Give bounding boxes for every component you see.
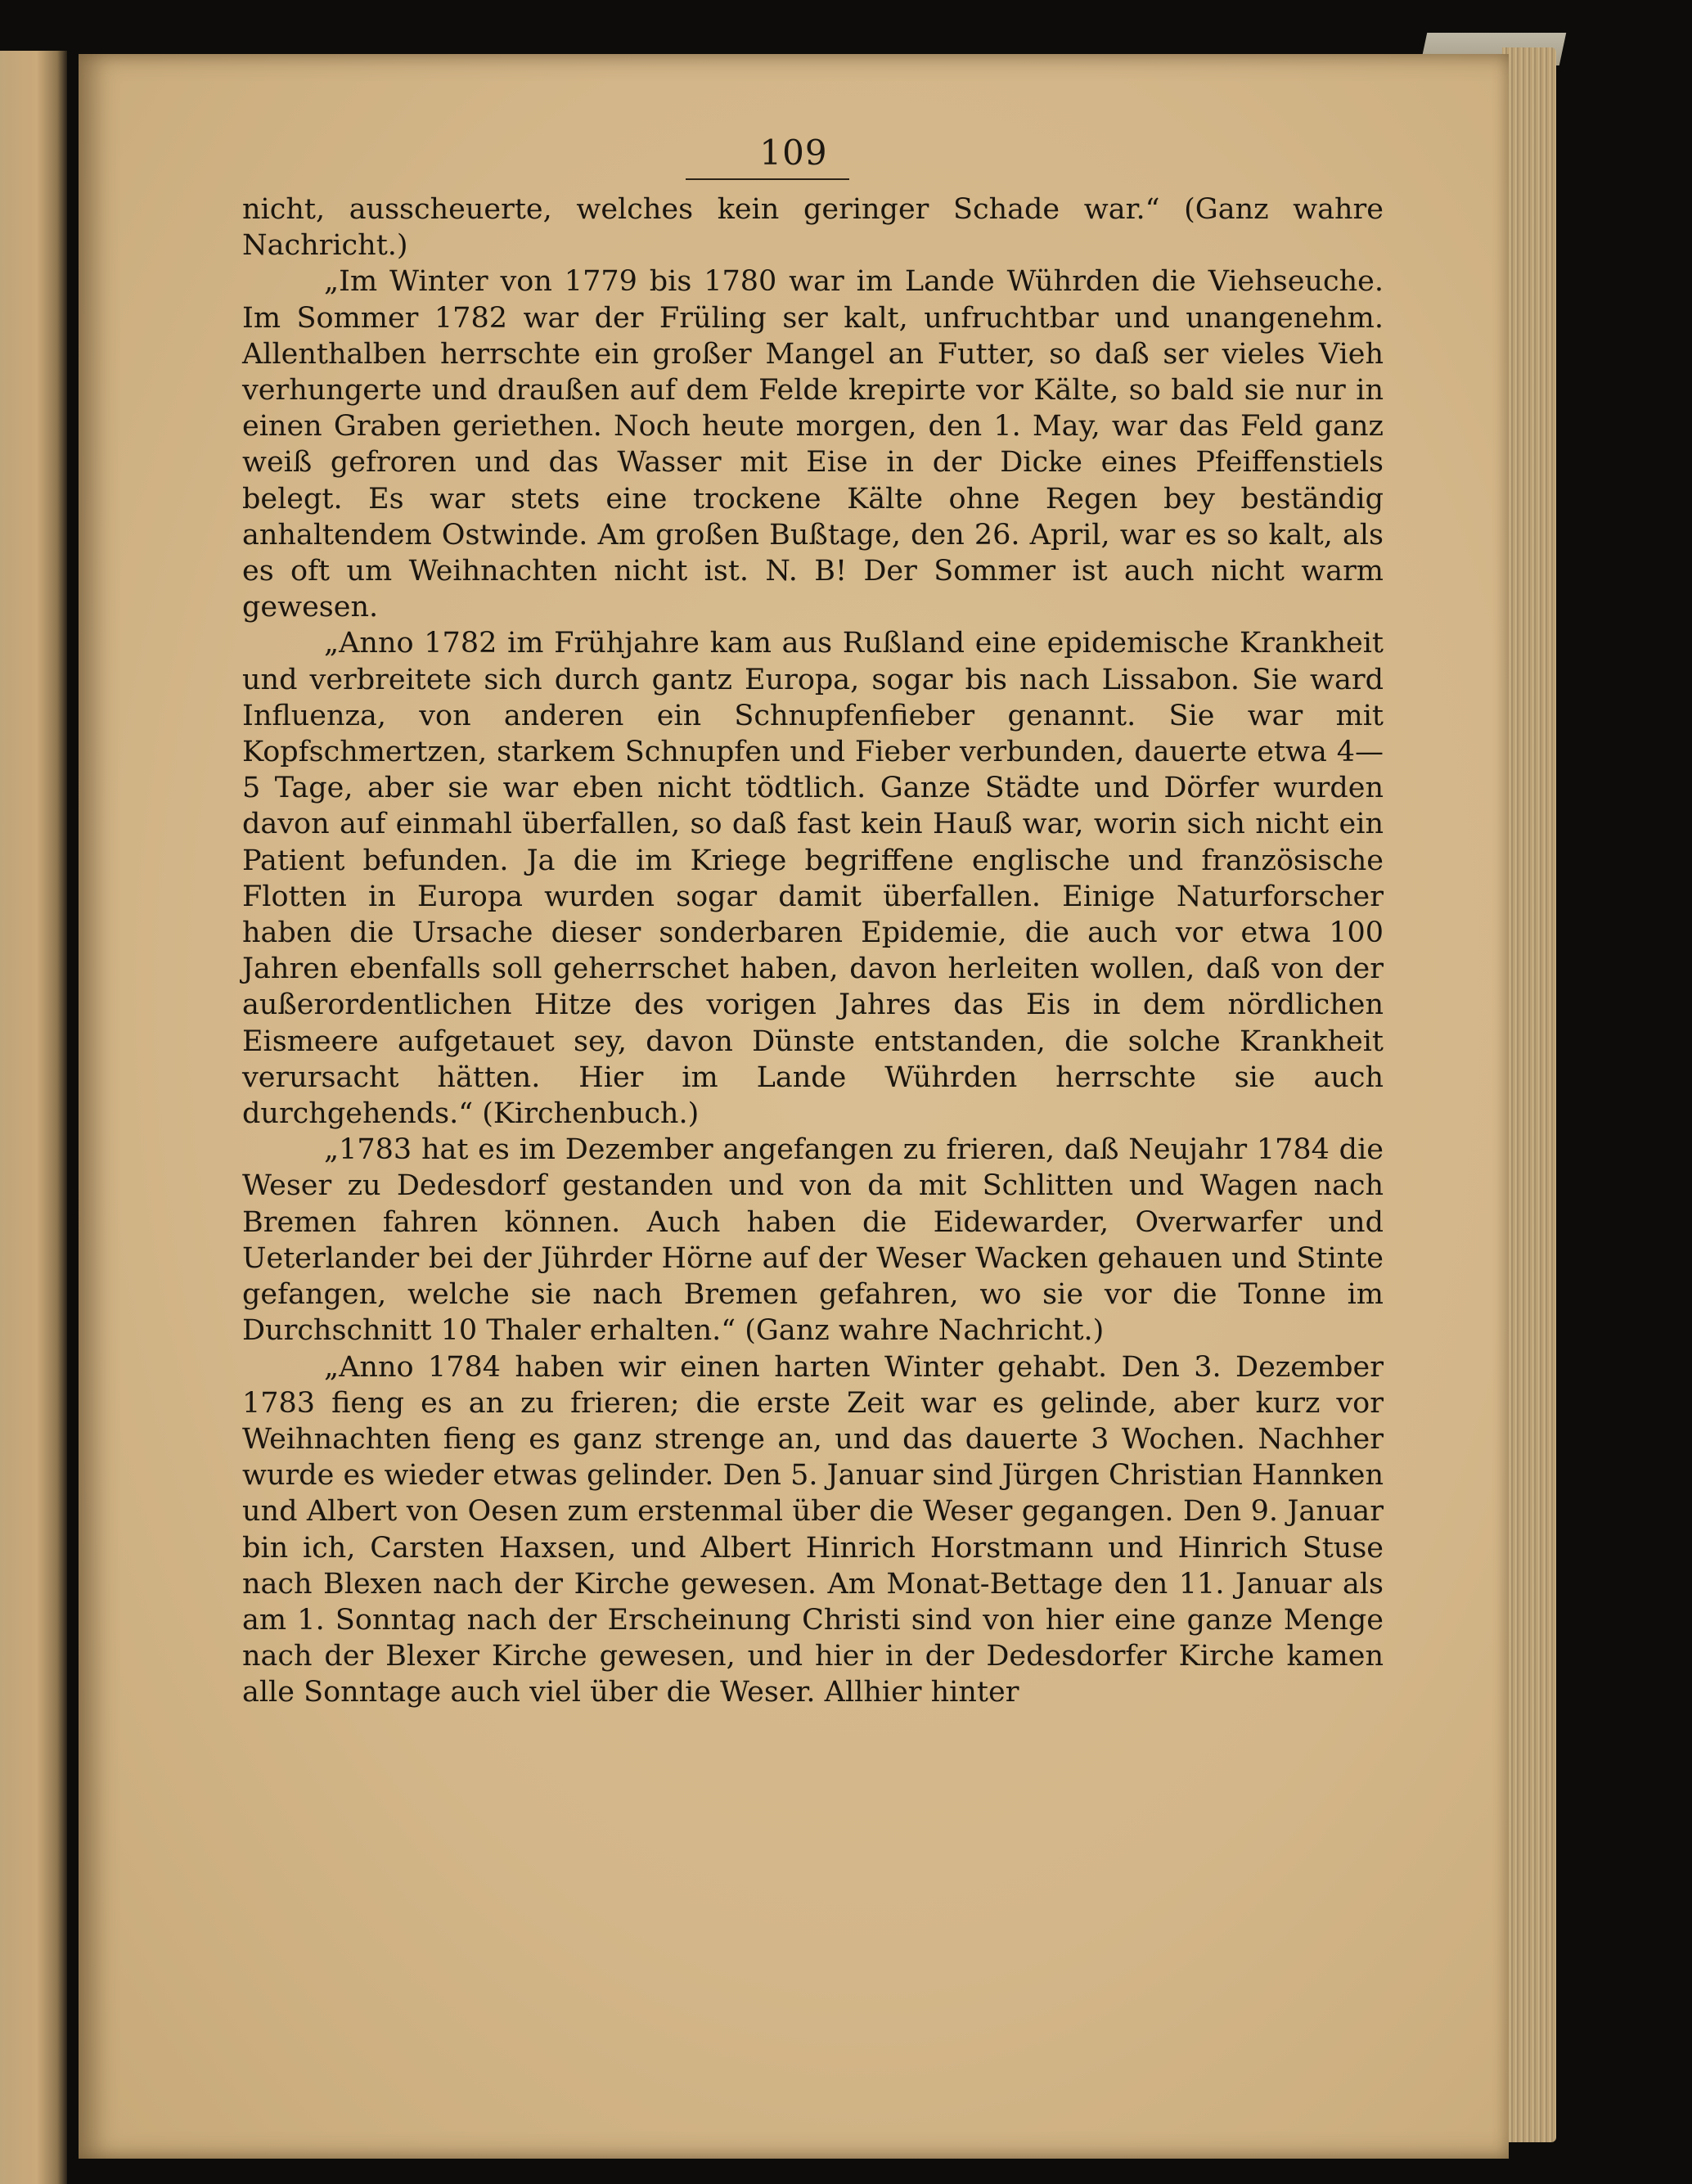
paragraph: „Anno 1784 haben wir einen harten Winter gehabt. Den 3. Dezember 1783 fieng es an zu frieren; die erste Zeit war es gelinde, aber kurz vor Weihnachten fieng es ganz strenge an, und das dauerte 3 Wochen. Nachher wurde es wieder etwas gelinder. Den 5. Januar sind Jürgen Christian Hannken und Albert von Oesen zum erstenmal über die Weser gegangen. Den 9. Januar bin ich, Carsten Haxsen, und Albert Hinrich Horstmann und Hinrich Stuse nach Blexen nach der Kirche gewesen. Am Monat-Bettage den 11. Januar als am 1. Sonntag nach der Erscheinung Christi sind von hier eine ganze Menge nach der Blexer Kirche gewesen, und hier in der Dedesdorfer Kirche kamen alle Sonntage auch viel über die Weser. Allhier hinter <box>242 1350 1384 1709</box>
book-page <box>79 54 1509 2159</box>
paragraph: nicht, ausscheuerte, welches kein geringer Schade war.“ (Ganz wahre Nachricht.) <box>242 193 1384 263</box>
paragraph: „1783 hat es im Dezember angefangen zu frieren, daß Neujahr 1784 die Weser zu Dedesdorf gestanden und von da mit Schlitten und Wagen nach Bremen fahren können. Auch haben die Eidewarder, Overwarfer und Ueterlander bei der Jührder Hörne auf der Weser Wacken gehauen und Stinte gefangen, welche sie nach Bremen gefahren, wo sie vor die Tonne im Durchschnitt 10 Thaler erhalten.“ (Ganz wahre Nachricht.) <box>242 1133 1384 1348</box>
body-text <box>242 191 1384 1711</box>
paragraph: „Im Winter von 1779 bis 1780 war im Lande Wührden die Viehseuche. Im Sommer 1782 war der Früling ser kalt, unfruchtbar und unangenehm. Allenthalben herrschte ein großer Mangel an Futter, so daß ser vieles Vieh verhungerte und draußen auf dem Felde krepirte vor Kälte, so bald sie nur in einen Graben geriethen. Noch heute morgen, den 1. May, war das Feld ganz weiß gefroren und das Wasser mit Eise in der Dicke eines Pfeiffenstiels belegt. Es war stets eine trockene Kälte ohne Regen bey beständig anhaltendem Ostwinde. Am großen Bußtage, den 26. April, war es so kalt, als es oft um Weihnachten nicht ist. N. B! Der Sommer ist auch nicht warm gewesen. <box>242 265 1384 624</box>
paragraph: „Anno 1782 im Frühjahre kam aus Rußland eine epidemische Krankheit und verbreitete sich durch gantz Europa, sogar bis nach Lissabon. Sie ward Influenza, von anderen ein Schnupfenfieber genannt. Sie war mit Kopfschmertzen, starkem Schnupfen und Fieber verbunden, dauerte etwa 4—5 Tage, aber sie war eben nicht tödtlich. Ganze Städte und Dörfer wurden davon auf einmahl überfallen, so daß fast kein Hauß war, worin sich nicht ein Patient befunden. Ja die im Kriege begriffene englische und französische Flotten in Europa wurden sogar damit überfallen. Einige Naturforscher haben die Ursache dieser sonderbaren Epidemie, die auch vor etwa 100 Jahren ebenfalls soll geherrschet haben, davon herleiten wollen, daß von der außerordentlichen Hitze des vorigen Jahres das Eis in dem nördlichen Eismeere aufgetauet sey, davon Dünste entstanden, die solche Krankheit verursacht hätten. Hier im Lande Wührden herrschte sie auch durchgehends.“ (Kirchenbuch.) <box>242 627 1384 1131</box>
page-number: 109 <box>759 133 828 173</box>
page-stack-edge <box>1502 47 1556 2142</box>
header-rule <box>686 178 849 180</box>
facing-page-edge <box>0 51 67 2184</box>
